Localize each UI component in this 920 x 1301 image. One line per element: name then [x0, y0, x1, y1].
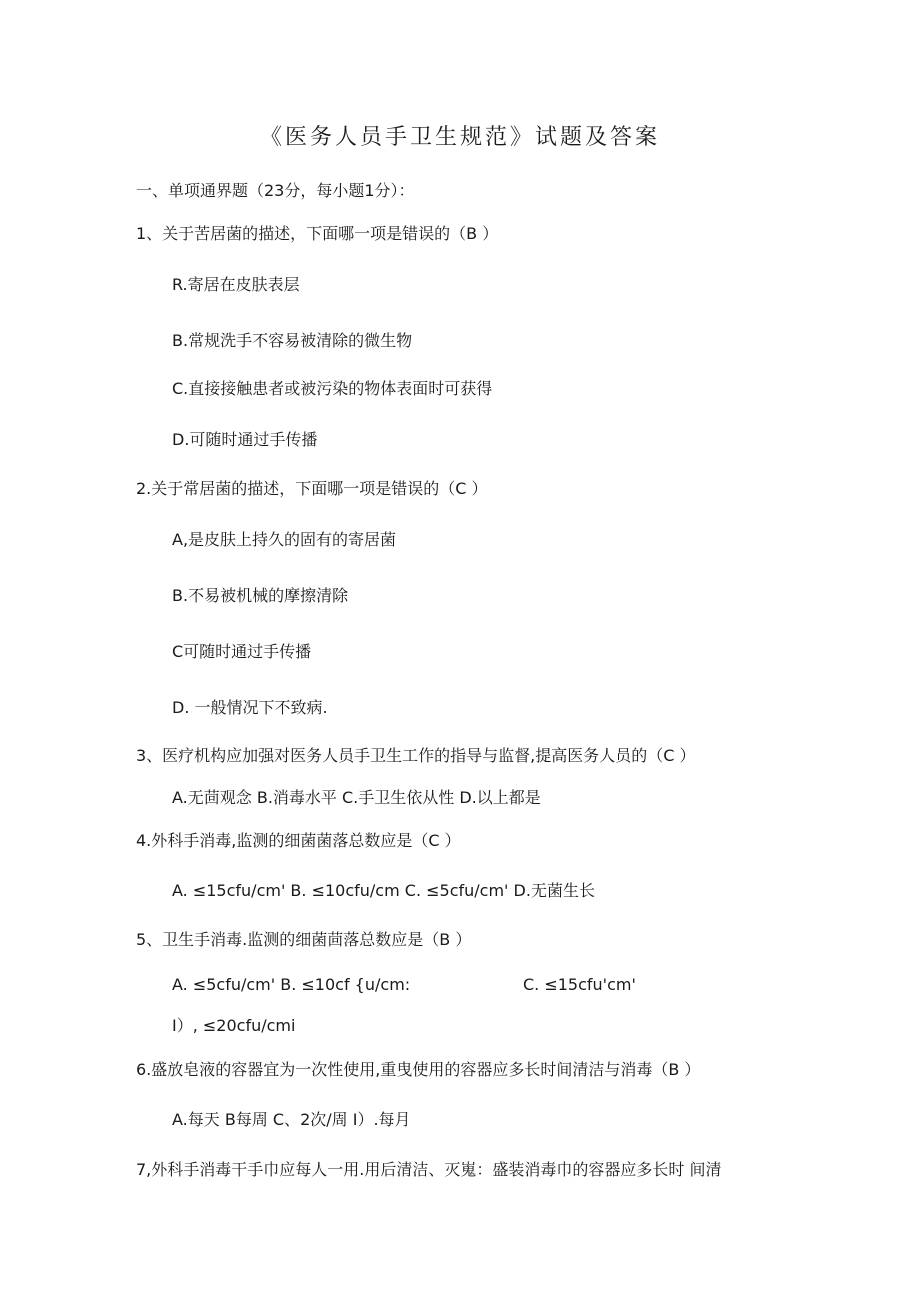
question-2-option-c: C可随时通过手传播 — [172, 642, 312, 661]
question-5-options-ab: A. ≤5cfu∕cm' B. ≤10cf {u/cm: — [172, 975, 411, 994]
question-1-option-a: R.寄居在皮肤表层 — [172, 275, 300, 294]
question-2-option-b: B.不易被机械的摩擦清除 — [172, 586, 349, 605]
section-heading: 一、单项通界题（23分，每小题1分）： — [136, 181, 415, 200]
question-4-options: A. ≤15cfu∕cm' B. ≤10cfu∕cm C. ≤5cfu∕cm' D.无菌生长 — [172, 881, 595, 900]
question-1-option-c: C.直接接触患者或被污染的物体表面时可获得 — [172, 379, 493, 398]
question-5-option-d: I）, ≤20cfu∕cmi — [172, 1016, 296, 1035]
question-1: 1、关于苦居菌的描述，下面哪一项是错误的（B ） — [136, 224, 499, 243]
question-1-option-d: D.可随时通过手传播 — [172, 430, 318, 449]
question-4: 4.外科手消毒,监测的细菌菌落总数应是（C ） — [136, 831, 461, 850]
question-3: 3、医疗机构应加强对医务人员手卫生工作的指导与监督,提高医务人员的（C ） — [136, 746, 696, 765]
question-2: 2.关于常居菌的描述，下面哪一项是错误的（C ） — [136, 479, 488, 498]
question-1-option-b: B.常规洗手不容易被清除的微生物 — [172, 331, 413, 350]
question-3-options: A.无茴观念 B.消毒水平 C.手卫生依从性 D.以上都是 — [172, 788, 541, 807]
question-2-option-d: D. 一般情况下不致病. — [172, 698, 328, 717]
question-6: 6.盛放皂液的容器宜为一次性使用,重曳使用的容器应多长时间清洁与消毒（B ） — [136, 1060, 701, 1079]
question-5-option-c: C. ≤15cfu'cm' — [523, 975, 636, 994]
question-5: 5、卫生手消毒.监测的细菌茴落总数应是（B ） — [136, 930, 472, 949]
question-6-options: A.每天 B每周 C、2次/周 I）.每月 — [172, 1110, 411, 1129]
question-2-option-a: A,是皮肤上持久的固有的寄居菌 — [172, 530, 397, 549]
question-7: 7,外科手消毒干手巾应每人一用.用后清洁、灭嵬：盛装消毒巾的容器应多长时 间清 — [136, 1160, 722, 1179]
document-title: 《医务人员手卫生规范》试题及答案 — [259, 125, 660, 150]
